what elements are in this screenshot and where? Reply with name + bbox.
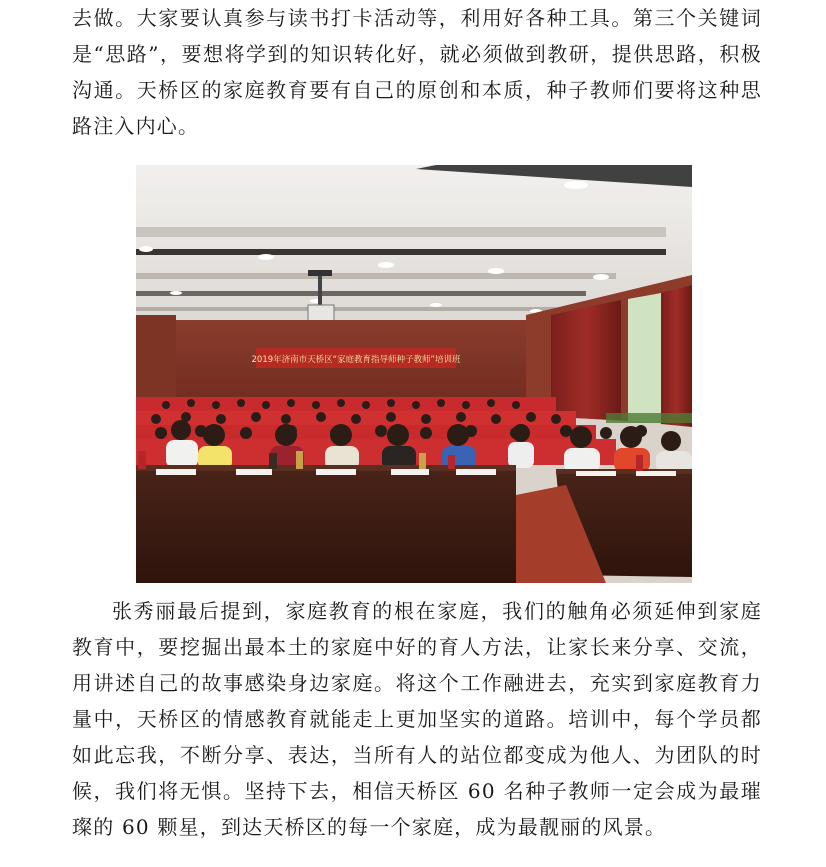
article-paragraph-top: 去做。大家要认真参与读书打卡活动等，利用好各种工具。第三个关键词是“思路”，要想将学到的知识转化好，就必须做到教研，提供思路，积极沟通。天桥区的家庭教育要有自己的原创和本质，种子教师们要将这种思路注入内心。	[72, 6, 762, 138]
banner-text: 2019年济南市天桥区“家庭教育指导师种子教师”培训班	[251, 355, 461, 365]
article-paragraph-bottom: 张秀丽最后提到，家庭教育的根在家庭，我们的触角必须延伸到家庭教育中，要挖掘出最本土的家庭中好的育人方法，让家长来分享、交流，用讲述自己的故事感染身边家庭。将这个工作融进去，充实到家庭教育力量中，天桥区的情感教育就能走上更加坚实的道路。培训中，每个学员都如此忘我，不断分享、表达，当所有人的站位都变成为他人、为团队的时候，我们将无惧。坚持下去，相信天桥区 60 名种子教师一定会成为最璀璨的 60 颗星，到达天桥区的每一个家庭，成为最靓丽的风景。	[72, 599, 762, 839]
front-desk	[136, 465, 516, 583]
window-curtain	[551, 300, 621, 420]
training-photo	[136, 165, 692, 583]
